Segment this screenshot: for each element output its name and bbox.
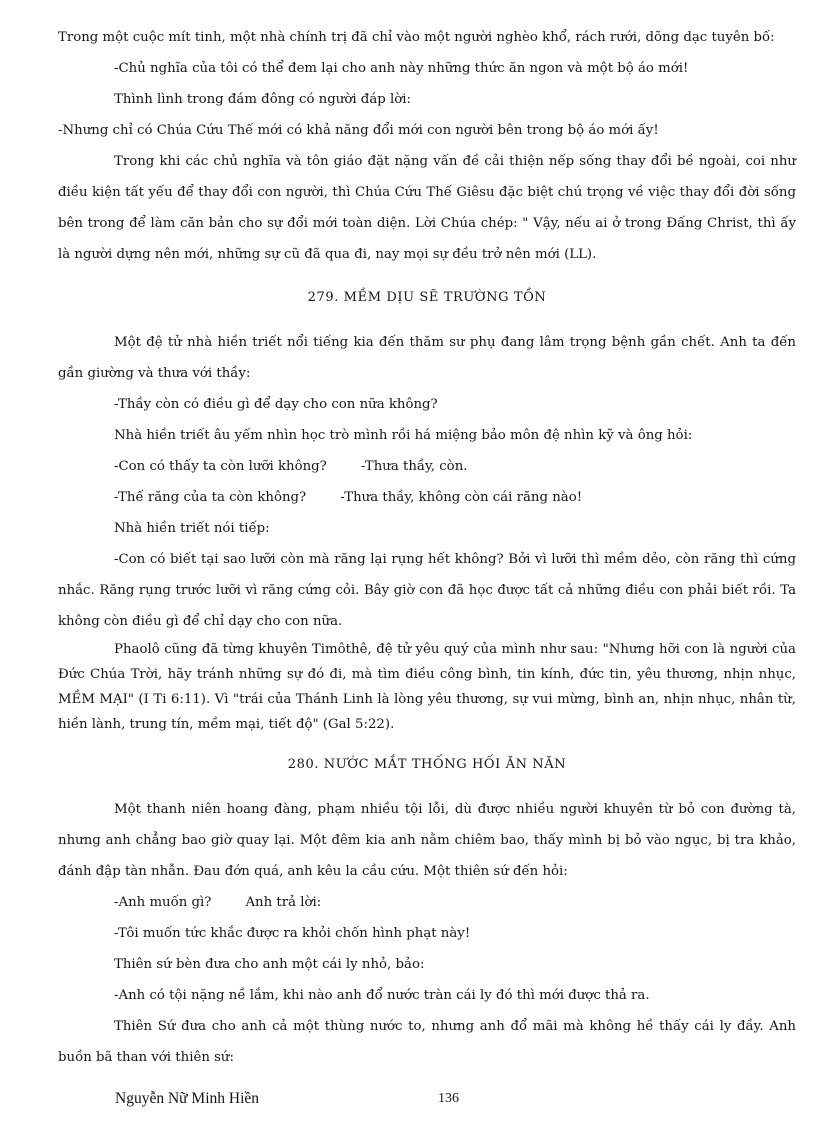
paragraph: Phaolô cũng đã từng khuyên Timôthê, đệ tử yêu quý của mình như sau: "Nhưng hỡi con là người của Đức Chúa Trời, hãy tránh những sự đó đi, mà tìm điều công bình, tin kính, đức tin, yêu thương, nhịn nhục, MỀM MẠI" (I Ti 6:11). Vì "trái của Thánh Linh là lòng yêu thương, sự vui mừng, bình an, nhịn nhục, nhân từ, hiền lành, trung tín, mềm mại, tiết độ" (Gal 5:22). <box>58 642 796 732</box>
dialogue-answer: -Thưa thầy, không còn cái răng nào! <box>340 490 583 505</box>
paragraph: -Thầy còn có điều gì để dạy cho con nữa không? <box>114 397 438 412</box>
paragraph: Thiên Sứ đưa cho anh cả một thùng nước to, nhưng anh đổ mãi mà không hề thấy cái ly đầy. Anh buồn bã than với thiên sứ: <box>58 1019 796 1065</box>
dialogue-question: -Con có thấy ta còn lưỡi không? <box>114 459 327 474</box>
footer-author: Nguyễn Nữ Minh Hiền <box>115 1090 260 1107</box>
document-page <box>58 22 796 1073</box>
paragraph: Thình lình trong đám đông có người đáp lời: <box>114 92 411 107</box>
dialogue-question: -Anh muốn gì? <box>114 895 212 910</box>
dialogue-answer: Anh trả lời: <box>245 895 322 910</box>
page-number: 136 <box>438 1091 459 1106</box>
dialogue-answer: -Thưa thầy, còn. <box>360 459 468 474</box>
dialogue-row <box>58 451 796 482</box>
dialogue-row <box>58 887 796 918</box>
paragraph: -Con có biết tại sao lưỡi còn mà răng lại rụng hết không? Bởi vì lưỡi thì mềm dẻo, còn răng thì cứng nhắc. Răng rụng trước lưỡi vì răng cứng cỏi. Bây giờ con đã học được tất cả những điều con phải biết rồi. Ta không còn điều gì để chỉ dạy cho con nữa. <box>58 552 796 629</box>
dialogue-row <box>58 482 796 513</box>
dialogue-question: -Thế răng của ta còn không? <box>114 490 307 505</box>
paragraph: -Tôi muốn tức khắc được ra khỏi chốn hình phạt này! <box>114 926 471 941</box>
paragraph: -Nhưng chỉ có Chúa Cứu Thế mới có khả năng đổi mới con người bên trong bộ áo mới ấy! <box>58 123 659 138</box>
paragraph: -Chủ nghĩa của tôi có thể đem lại cho anh này những thức ăn ngon và một bộ áo mới! <box>114 61 689 76</box>
section-heading-279: 279. MỀM DỊU SẼ TRƯỜNG TỒN <box>307 290 547 305</box>
paragraph: Một thanh niên hoang đàng, phạm nhiều tội lỗi, dù được nhiều người khuyên từ bỏ con đường tà, nhưng anh chẳng bao giờ quay lại. Một đêm kia anh nằm chiêm bao, thấy mình bị bỏ vào ngục, bị tra khảo, đánh đập tàn nhẫn. Đau đớn quá, anh kêu la cầu cứu. Một thiên sứ đến hỏi: <box>58 802 796 879</box>
paragraph: -Anh có tội nặng nề lắm, khi nào anh đổ nước tràn cái ly đó thì mới được thả ra. <box>114 988 650 1003</box>
paragraph: Trong khi các chủ nghĩa và tôn giáo đặt nặng vấn đề cải thiện nếp sống thay đổi bề ngoài, coi như điều kiện tất yếu để thay đổi con người, thì Chúa Cứu Thế Giêsu đặc biệt chú trọng về việc thay đổi đời sống bên trong để làm căn bản cho sự đổi mới toàn diện. Lời Chúa chép: " Vậy, nếu ai ở trong Đấng Christ, thì ấy là người dựng nên mới, những sự cũ đã qua đi, nay mọi sự đều trở nên mới (LL). <box>58 154 796 262</box>
paragraph: Nhà hiền triết âu yếm nhìn học trò mình rồi há miệng bảo môn đệ nhìn kỹ và ông hỏi: <box>114 428 693 443</box>
paragraph: Trong một cuộc mít tinh, một nhà chính trị đã chỉ vào một người nghèo khổ, rách rưới, dõng dạc tuyên bố: <box>58 30 775 45</box>
section-heading-280: 280. NƯỚC MẮT THỐNG HỐI ĂN NĂN <box>287 757 567 772</box>
paragraph: Một đệ tử nhà hiền triết nổi tiếng kia đến thăm sư phụ đang lâm trọng bệnh gần chết. Anh ta đến gần giường và thưa với thầy: <box>58 335 796 381</box>
paragraph: Nhà hiền triết nói tiếp: <box>114 521 270 536</box>
paragraph: Thiên sứ bèn đưa cho anh một cái ly nhỏ, bảo: <box>114 957 425 972</box>
